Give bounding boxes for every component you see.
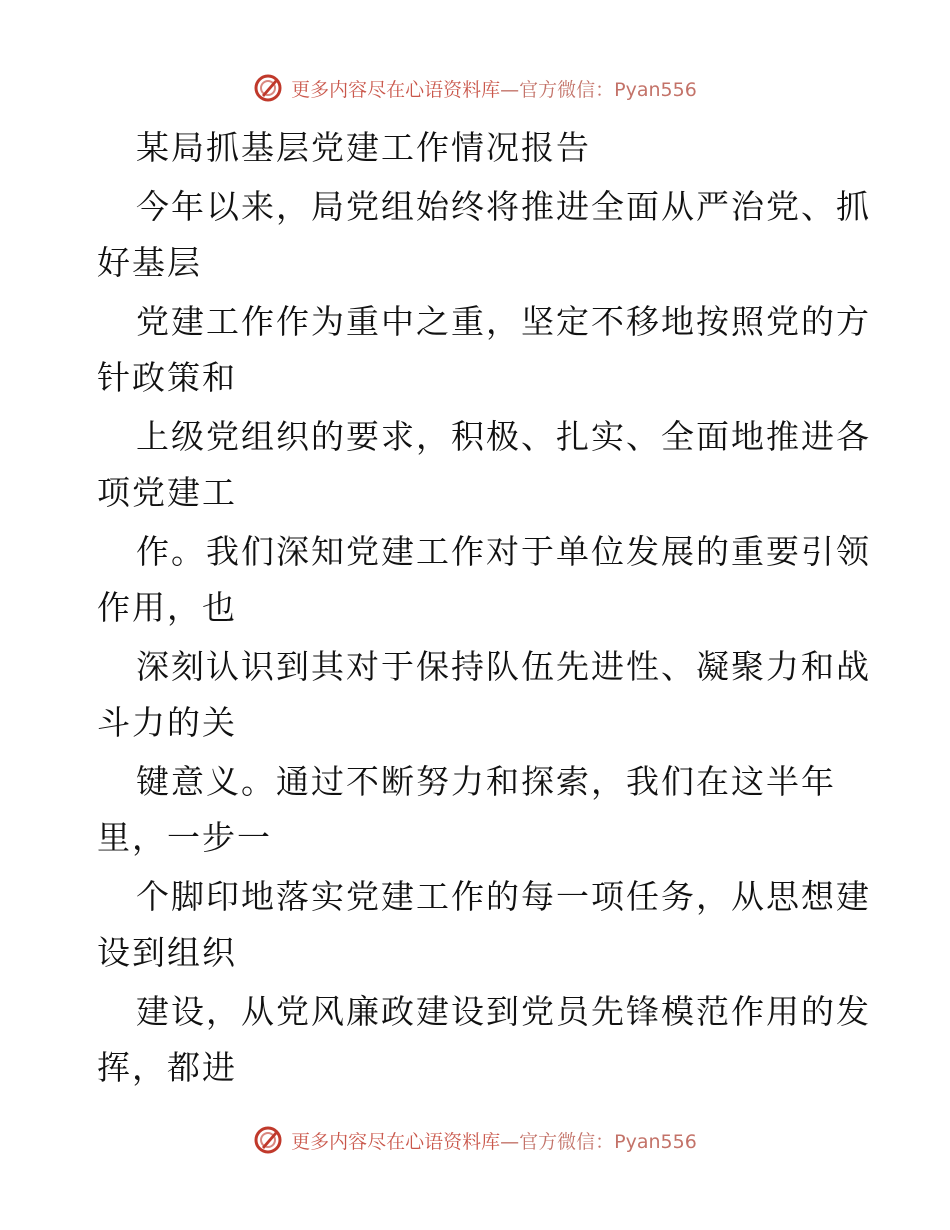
paragraph-line: 设到组织: [97, 933, 237, 972]
paragraph-line: 好基层: [97, 243, 202, 282]
paragraph-line: 党建工作作为重中之重，坚定不移地按照党的方: [136, 302, 871, 341]
pen-logo-icon: [253, 73, 283, 103]
paragraph-line: 建设，从党风廉政建设到党员先锋模范作用的发: [136, 992, 871, 1031]
watermark-wechat-text: —官方微信：Pyan556: [500, 78, 697, 101]
paragraph-line: 作用，也: [97, 588, 237, 627]
document-title: 某局抓基层党建工作情况报告: [136, 128, 591, 167]
watermark-wechat-text: —官方微信：Pyan556: [500, 1130, 697, 1153]
paragraph-line: 挥，都进: [97, 1048, 237, 1087]
paragraph-line: 作。我们深知党建工作对于单位发展的重要引领: [136, 532, 871, 571]
header-watermark: [0, 68, 950, 108]
paragraph-line: 键意义。通过不断努力和探索，我们在这半年: [136, 762, 836, 801]
footer-watermark: [0, 1120, 950, 1160]
paragraph-line: 斗力的关: [97, 703, 237, 742]
paragraph-line: 针政策和: [97, 358, 237, 397]
pen-logo-icon: [253, 1125, 283, 1155]
watermark-main-text: 更多内容尽在心语资料库: [291, 1130, 501, 1153]
paragraph-line: 项党建工: [97, 473, 237, 512]
paragraph-line: 深刻认识到其对于保持队伍先进性、凝聚力和战: [136, 647, 871, 686]
watermark-main-text: 更多内容尽在心语资料库: [291, 78, 501, 101]
paragraph-line: 个脚印地落实党建工作的每一项任务，从思想建: [136, 877, 871, 916]
paragraph-line: 今年以来，局党组始终将推进全面从严治党、抓: [136, 187, 871, 226]
paragraph-line: 里，一步一: [97, 818, 272, 857]
paragraph-line: 上级党组织的要求，积极、扎实、全面地推进各: [136, 417, 871, 456]
